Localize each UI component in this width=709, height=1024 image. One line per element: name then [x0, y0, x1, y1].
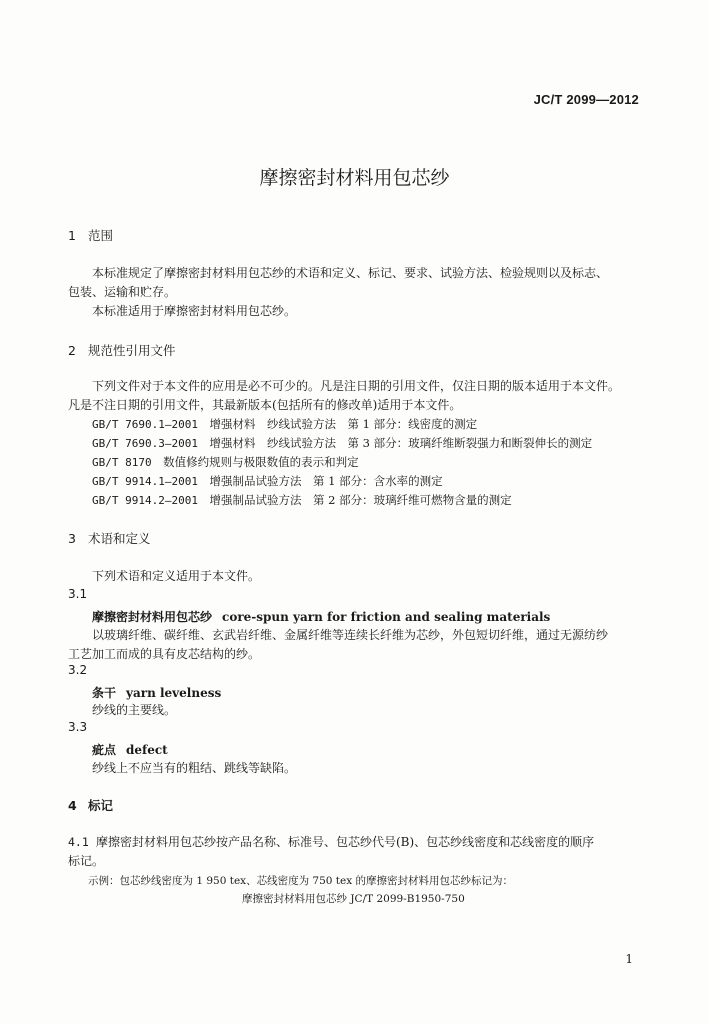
reference-title: 增强制品试验方法 第 2 部分：玻璃纤维可燃物含量的测定	[209, 493, 512, 507]
paragraph-continuation: 包装、运输和贮存。	[68, 285, 177, 299]
paragraph-continuation: 凡是不注日期的引用文件，其最新版本(包括所有的修改单)适用于本文件。	[68, 398, 462, 412]
section-number: 2	[68, 343, 76, 358]
paragraph: 下列文件对于本文件的应用是必不可少的。凡是注日期的引用文件，仅注日期的版本适用于本文件。	[92, 379, 621, 393]
reference-code: GB/T 7690.3—2001	[92, 437, 198, 450]
paragraph: 摩擦密封材料用包芯纱按产品名称、标准号、包芯纱代号(B)、包芯纱线密度和芯线密度的顺序	[96, 835, 595, 849]
section-number: 1	[68, 228, 76, 243]
reference-item	[92, 435, 592, 451]
subsection-number: 4.1	[68, 835, 89, 849]
term-definition: 纱线的主要线。	[92, 703, 177, 717]
term-entry	[92, 682, 221, 701]
term-definition: 以玻璃纤维、碳纤维、玄武岩纤维、金属纤维等连续长纤维为芯纱，外包短切纤维，通过无源纺纱	[92, 628, 609, 642]
clause-4-1	[68, 833, 594, 850]
term-english: yarn levelness	[126, 686, 222, 700]
reference-code: GB/T 8170	[92, 456, 152, 469]
reference-item	[92, 473, 443, 489]
reference-title: 数值修约规则与极限数值的表示和判定	[163, 455, 359, 469]
document-title: 摩擦密封材料用包芯纱	[259, 167, 450, 189]
section-number: 4	[68, 798, 77, 813]
term-chinese: 疵点	[92, 743, 117, 757]
example-text: 示例：包芯纱线密度为 1 950 tex、芯线密度为 750 tex 的摩擦密封材料用包芯纱标记为：	[88, 875, 513, 887]
subsection-number: 3.1	[68, 587, 88, 601]
page-number: 1	[625, 952, 633, 966]
example-marking: 摩擦密封材料用包芯纱 JC/T 2099-B1950-750	[242, 893, 465, 905]
paragraph-continuation: 标记。	[68, 854, 105, 868]
reference-code: GB/T 9914.1—2001	[92, 475, 198, 488]
standard-number: JC/T 2099—2012	[533, 92, 639, 107]
section-title: 术语和定义	[88, 531, 151, 546]
term-english: core-spun yarn for friction and sealing materials	[222, 610, 551, 624]
section-1-heading	[68, 226, 113, 244]
reference-title: 增强制品试验方法 第 1 部分：含水率的测定	[209, 474, 443, 488]
term-chinese: 条干	[92, 686, 117, 700]
section-number: 3	[68, 531, 76, 546]
section-3-heading	[68, 529, 151, 547]
reference-item	[92, 492, 512, 508]
section-4-heading	[68, 796, 113, 814]
subsection-number: 3.2	[68, 663, 88, 677]
reference-title: 增强材料 纱线试验方法 第 1 部分：线密度的测定	[209, 417, 478, 431]
term-english: defect	[126, 743, 168, 757]
section-2-heading	[68, 341, 176, 359]
term-entry	[92, 739, 168, 758]
term-entry	[92, 606, 550, 625]
reference-title: 增强材料 纱线试验方法 第 3 部分：玻璃纤维断裂强力和断裂伸长的测定	[209, 436, 593, 450]
paragraph: 本标准规定了摩擦密封材料用包芯纱的术语和定义、标记、要求、试验方法、检验规则以及标志、	[92, 266, 609, 280]
paragraph: 本标准适用于摩擦密封材料用包芯纱。	[92, 304, 297, 318]
term-definition: 纱线上不应当有的粗结、跳线等缺陷。	[92, 761, 297, 775]
reference-item	[92, 454, 359, 470]
subsection-number: 3.3	[68, 720, 88, 734]
section-title: 规范性引用文件	[88, 343, 176, 358]
paragraph: 下列术语和定义适用于本文件。	[92, 569, 261, 583]
reference-code: GB/T 9914.2—2001	[92, 494, 198, 507]
term-definition-continuation: 工艺加工而成的具有皮芯结构的纱。	[68, 647, 261, 661]
section-title: 范围	[88, 228, 114, 243]
reference-code: GB/T 7690.1—2001	[92, 418, 198, 431]
reference-item	[92, 416, 477, 432]
term-chinese: 摩擦密封材料用包芯纱	[92, 610, 213, 624]
section-title: 标记	[88, 798, 114, 813]
